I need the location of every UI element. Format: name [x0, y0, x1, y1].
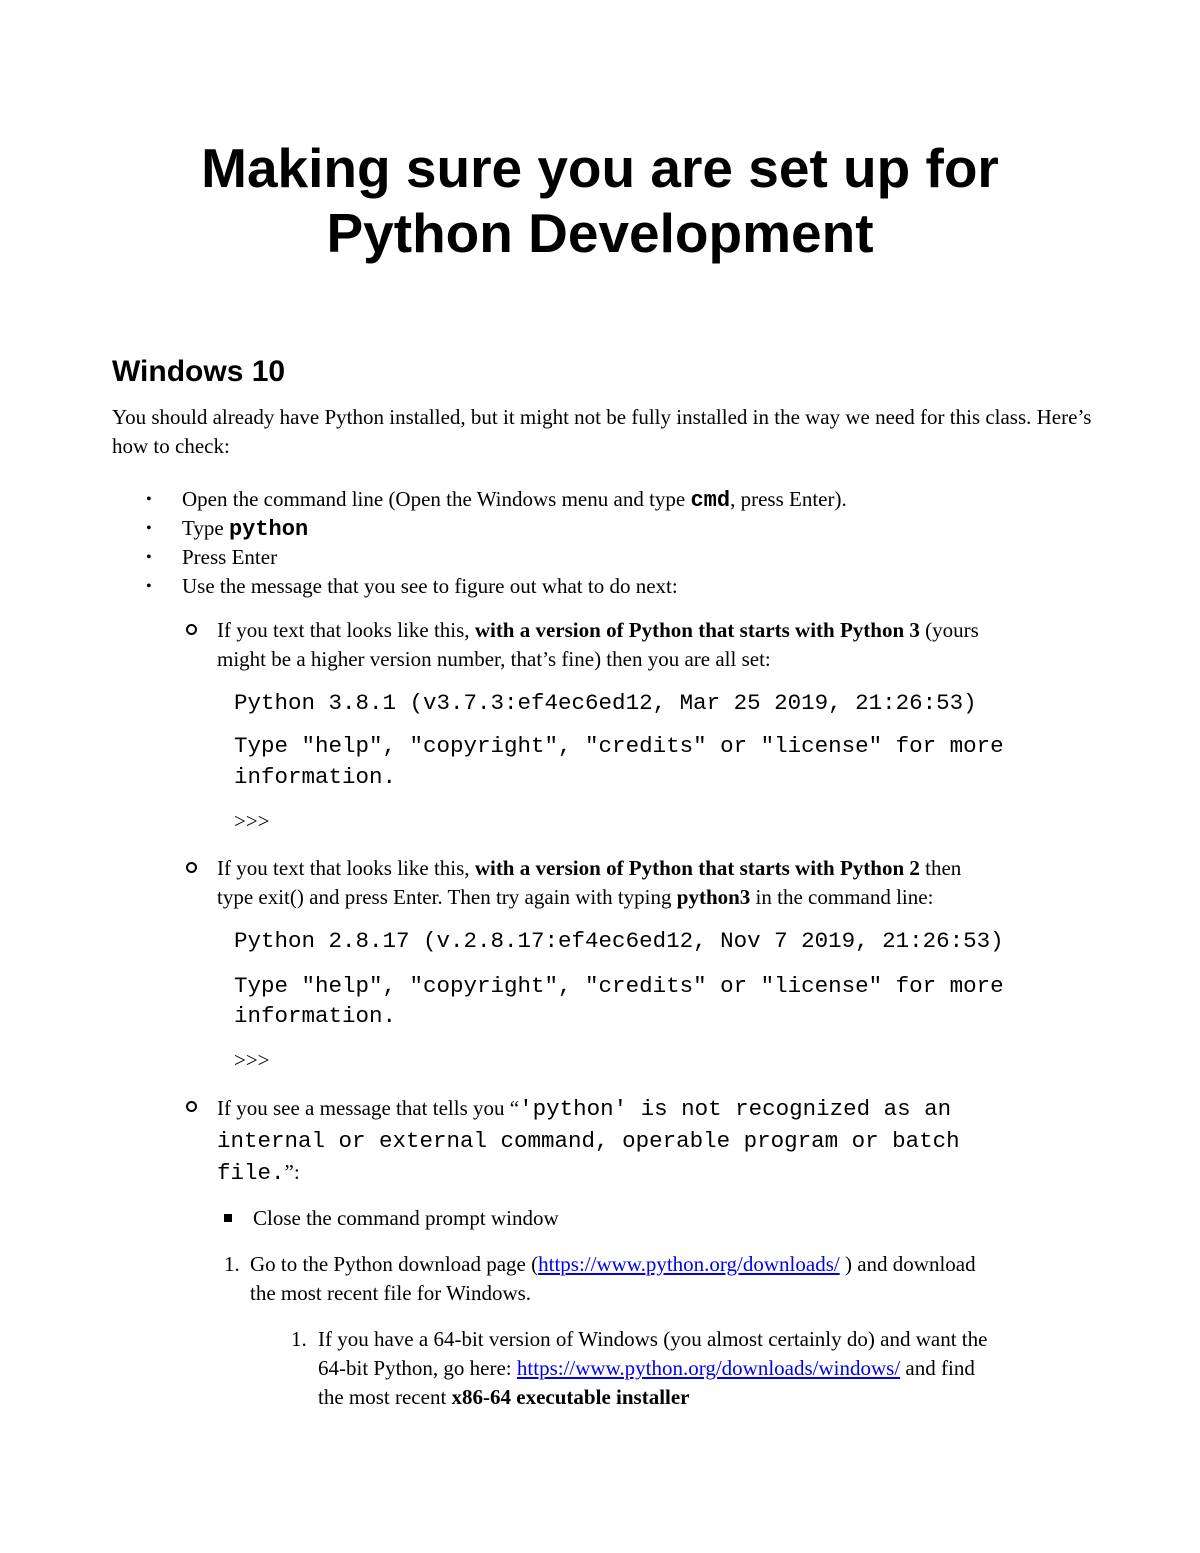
square-bullet	[224, 1214, 232, 1222]
code-python3-version: Python 3.8.1 (v3.7.3:ef4ec6ed12, Mar 25 2019, 21:26:53)	[234, 690, 977, 716]
bullet-marker: •	[146, 520, 152, 537]
bullet-marker: •	[146, 491, 152, 508]
title-line-1: Making sure you are set up for	[201, 137, 999, 199]
code-python2-prompt: >>>	[234, 1048, 270, 1072]
code-python3-prompt: >>>	[234, 809, 270, 833]
python-windows-downloads-link[interactable]: https://www.python.org/downloads/windows/	[516, 1356, 901, 1380]
intro-paragraph: You should already have Python installed, but it might not be fully installed in the way we need for this class. Here’s how to check:	[112, 405, 1092, 458]
step-close-prompt: Close the command prompt window	[253, 1206, 559, 1230]
code-python2-version: Python 2.8.17 (v.2.8.17:ef4ec6ed12, Nov 7 2019, 21:26:53)	[234, 928, 1004, 954]
bullet-marker: •	[146, 578, 152, 595]
bullet-press-enter: Press Enter	[182, 545, 278, 569]
bullet-open-command-line: Open the command line (Open the Windows menu and type cmd, press Enter).	[182, 487, 847, 513]
circle-bullet	[186, 624, 197, 635]
section-heading: Windows 10	[112, 355, 286, 388]
code-python3-help-line: Type "help", "copyright", "credits" or "license" for more	[234, 733, 1004, 759]
circle-bullet	[186, 862, 197, 873]
case-not-recognized-text: If you see a message that tells you “'python' is not recognized as an internal or external command, operable program or batch file.”:	[217, 1096, 960, 1186]
sub-step-number: 1.	[291, 1327, 307, 1351]
code-python3-information: information.	[234, 764, 397, 790]
bullet-use-message: Use the message that you see to figure out what to do next:	[182, 574, 678, 598]
title-line-2: Python Development	[326, 202, 874, 264]
case-python2-text: If you text that looks like this, with a version of Python that starts with Python 2 then type exit() and press Enter. Then try again with typing python3 in the command line:	[217, 856, 962, 909]
bullet-marker: •	[146, 549, 152, 566]
code-python2-help-line: Type "help", "copyright", "credits" or "license" for more	[234, 973, 1004, 999]
sub-step-64bit: If you have a 64-bit version of Windows (you almost certainly do) and want the 64-bit Python, go here: https://www.python.org/downloads/windows/ and find the most recent x86-64 executable installer	[318, 1327, 988, 1409]
bullet-type-python: Type python	[182, 516, 309, 542]
code-python2-information: information.	[234, 1003, 397, 1029]
circle-bullet	[186, 1101, 197, 1112]
case-python3-text: If you text that looks like this, with a version of Python that starts with Python 3 (yours might be a higher version number, that’s fine) then you are all set:	[217, 618, 979, 671]
page-title	[0, 136, 1200, 266]
step-download-page: Go to the Python download page (https://www.python.org/downloads/ ) and download the most recent file for Windows.	[250, 1252, 976, 1305]
step-number: 1.	[224, 1252, 240, 1276]
python-downloads-link[interactable]: https://www.python.org/downloads/	[538, 1252, 840, 1276]
